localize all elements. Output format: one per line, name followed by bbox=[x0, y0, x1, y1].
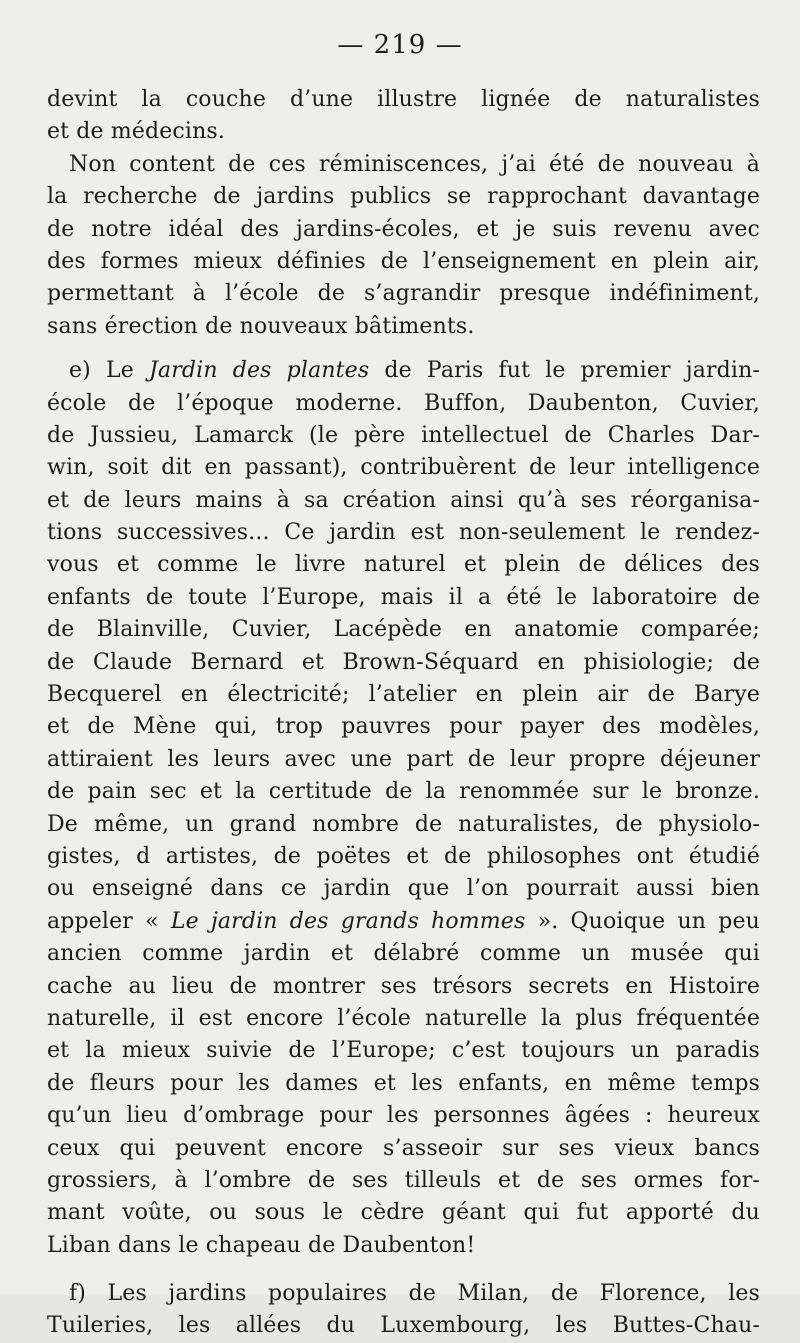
text-line bbox=[47, 420, 760, 452]
text-segment: devint la couche d’une illustre lignée de naturalistes bbox=[47, 87, 760, 112]
text-segment: win, soit dit en passant), contribuèrent de leur intelligence bbox=[47, 455, 760, 481]
text-segment: grossiers, à l’ombre de ses tilleuls et de ses ormes for- bbox=[47, 1167, 760, 1193]
text-line bbox=[47, 311, 760, 343]
text-line bbox=[47, 1068, 760, 1100]
italic-title: Jardin des plantes bbox=[149, 358, 370, 384]
text-segment: ou enseigné dans ce jardin que l’on pourrait aussi bien bbox=[47, 876, 760, 902]
text-line bbox=[47, 517, 760, 549]
text-line bbox=[47, 116, 760, 148]
text-segment: f) Les jardins populaires de Milan, de Florence, les bbox=[69, 1281, 760, 1307]
text-segment: la recherche de jardins publics se rapprochant davantage bbox=[47, 184, 760, 210]
italic-phrase: Le jardin des grands hommes bbox=[170, 908, 526, 934]
text-segment: de notre idéal des jardins-écoles, et je suis revenu avec bbox=[47, 216, 760, 242]
text-line bbox=[47, 181, 760, 213]
text-line bbox=[47, 1035, 760, 1067]
text-segment: mant voûte, ou sous le cèdre géant qui fut apporté du bbox=[47, 1200, 760, 1226]
text-line bbox=[47, 84, 760, 116]
text-line bbox=[47, 711, 760, 743]
text-line bbox=[47, 776, 760, 808]
text-segment: gistes, d artistes, de poëtes et de philosophes ont étudié bbox=[47, 843, 760, 869]
text-segment: Non content de ces réminiscences, j’ai été de nouveau à bbox=[69, 151, 760, 177]
text-segment: ceux qui peuvent encore s’asseoir sur ses vieux bancs bbox=[47, 1135, 760, 1161]
text-segment: et de Mène qui, trop pauvres pour payer des modèles, bbox=[47, 714, 760, 740]
text-line bbox=[47, 278, 760, 310]
text-segment: tions successives... Ce jardin est non-seulement le rendez- bbox=[47, 520, 760, 546]
text-line bbox=[47, 355, 760, 387]
text-segment: permettant à l’école de s’agrandir presque indéfiniment, bbox=[47, 281, 760, 307]
text-segment: de Jussieu, Lamarck (le père intellectuel de Charles Dar- bbox=[47, 422, 760, 448]
text-segment: De même, un grand nombre de naturalistes, de physiolo- bbox=[47, 811, 760, 837]
text-segment: Tuileries, les allées du Luxembourg, les Buttes-Chau- bbox=[47, 1313, 760, 1339]
text-segment: sans érection de nouveaux bâtiments. bbox=[47, 313, 475, 339]
text-segment: des formes mieux définies de l’enseignement en plein air, bbox=[47, 248, 760, 274]
text-line bbox=[47, 1133, 760, 1165]
text-segment: de Claude Bernard et Brown-Séquard en phisiologie; de bbox=[47, 649, 760, 675]
text-segment: qu’un lieu d’ombrage pour les personnes âgées : heureux bbox=[47, 1103, 760, 1129]
page-number: — 219 — bbox=[337, 30, 463, 60]
text-segment: ancien comme jardin et délabré comme un musée qui bbox=[47, 941, 760, 967]
text-segment: enfants de toute l’Europe, mais il a été le laboratoire de bbox=[47, 584, 760, 610]
text-line bbox=[47, 485, 760, 517]
text-line bbox=[47, 873, 760, 905]
text-line bbox=[47, 1197, 760, 1229]
text-segment: vous et comme le livre naturel et plein de délices des bbox=[47, 552, 760, 578]
text-line bbox=[47, 679, 760, 711]
text-line bbox=[47, 149, 760, 181]
text-line bbox=[47, 647, 760, 679]
text-line bbox=[47, 582, 760, 614]
text-line bbox=[47, 1310, 760, 1342]
text-line bbox=[47, 549, 760, 581]
text-line bbox=[47, 1230, 760, 1262]
text-line bbox=[47, 938, 760, 970]
text-segment: appeler « bbox=[47, 908, 171, 934]
text-segment: et de médecins. bbox=[47, 119, 225, 145]
text-line bbox=[47, 614, 760, 646]
text-line bbox=[47, 809, 760, 841]
text-segment: de Blainville, Cuvier, Lacépède en anatomie comparée; bbox=[47, 617, 760, 643]
text-segment: attiraient les leurs avec une part de leur propre déjeuner bbox=[47, 746, 760, 772]
text-line bbox=[47, 388, 760, 420]
text-line bbox=[47, 1100, 760, 1132]
text-line bbox=[47, 1003, 760, 1035]
text-segment: et la mieux suivie de l’Europe; c’est toujours un paradis bbox=[47, 1038, 760, 1064]
text-segment: et de leurs mains à sa création ainsi qu’à ses réorganisa- bbox=[47, 487, 760, 513]
text-line bbox=[47, 744, 760, 776]
text-segment: ». Quoique un peu bbox=[525, 908, 760, 934]
text-line bbox=[47, 1278, 760, 1310]
text-line bbox=[47, 1165, 760, 1197]
text-segment: Liban dans le chapeau de Daubenton! bbox=[47, 1232, 476, 1258]
text-segment: de fleurs pour les dames et les enfants, en même temps bbox=[47, 1070, 760, 1096]
body-text bbox=[47, 84, 760, 1343]
text-segment: de Paris fut le premier jardin- bbox=[369, 358, 761, 384]
text-line bbox=[47, 214, 760, 246]
text-line bbox=[47, 452, 760, 484]
text-segment: e) Le bbox=[69, 358, 150, 384]
text-segment: de pain sec et la certitude de la renommée sur le bronze. bbox=[47, 779, 760, 805]
text-segment: cache au lieu de montrer ses trésors secrets en Histoire bbox=[47, 973, 760, 999]
text-line bbox=[47, 841, 760, 873]
text-line bbox=[47, 906, 760, 938]
text-segment: naturelle, il est encore l’école naturelle la plus fréquentée bbox=[47, 1005, 760, 1031]
text-segment: école de l’époque moderne. Buffon, Daubenton, Cuvier, bbox=[47, 390, 760, 416]
text-segment: Becquerel en électricité; l’atelier en plein air de Barye bbox=[47, 682, 760, 708]
text-line bbox=[47, 971, 760, 1003]
text-line bbox=[47, 246, 760, 278]
